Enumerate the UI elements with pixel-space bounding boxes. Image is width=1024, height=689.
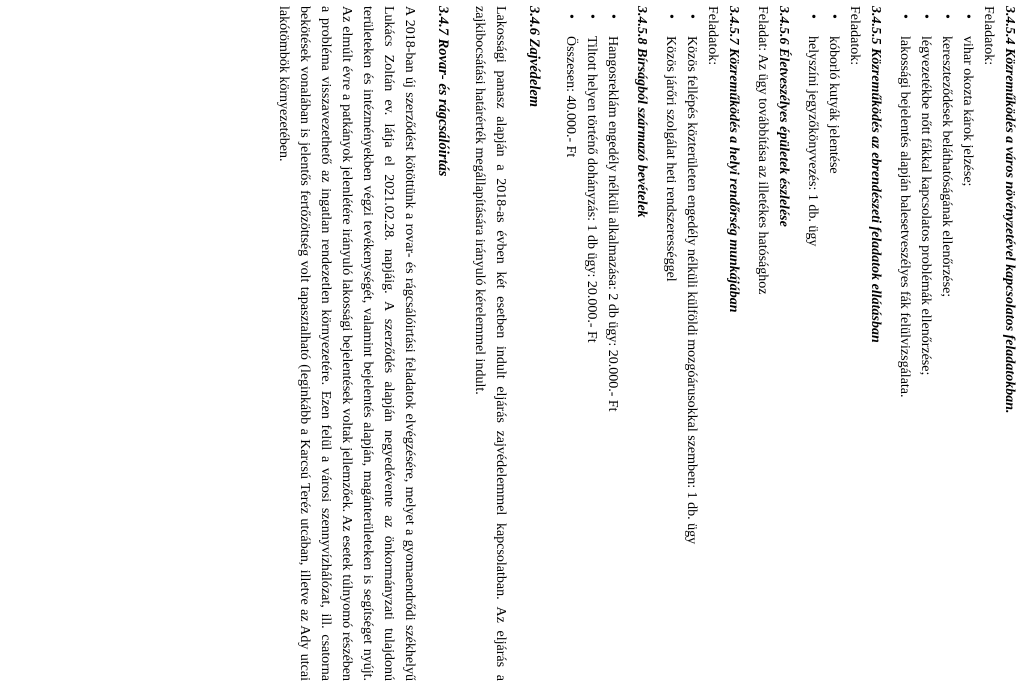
list-item: • Közös járőri szolgálat heti rendszerességgel [660,36,681,681]
tasks-label: Feladatok: [847,6,862,66]
list-item: • helyszíni jegyzőkönyvezés: 1 db. ügy [802,36,823,681]
task-list [802,6,844,681]
section-heading-3-4-5-8: 3.4.5.8 Bírságból származó bevételek [634,6,649,218]
section-heading-3-4-6: 3.4.6 Zajvédelem [526,6,542,108]
list-item: • Közös fellépés közterületen engedély nélküli külföldi mozgóárusokkal szemben: 1 db. ügy [681,36,702,681]
section-heading-3-4-5-7: 3.4.5.7 Közreműködés a helyi rendőrség munkájában [726,6,741,313]
list-item: • kereszteződések beláthatóságának ellenőrzése; [936,36,957,681]
list-item: • kóborló kutyák jelentése [823,36,844,681]
section-heading-3-4-5-5: 3.4.5.5 Közreműködés az ebrendészeti feladatok ellátásban [868,6,883,343]
list-item: • Tiltott helyen történő dohányzás: 1 db ügy: 20.000.- Ft [581,36,602,681]
section-heading-3-4-5-4: 3.4.5.4 Közreműködés a város növényzetével kapcsolatos feladatokban. [1002,6,1017,414]
revenue-list [560,6,623,681]
section-heading-3-4-5-6: 3.4.5.6 Életveszélyes épületek észlelése [776,6,791,227]
list-item: • lakossági bejelentés alapján balesetveszélyes fák felülvizsgálata. [894,36,915,681]
tasks-label: Feladatok: [981,6,996,66]
section-text: Feladat: Az ügy továbbítása az illetékes hatósághoz [755,6,770,295]
list-item: • Hangosreklám engedély nélküli alkalmazása: 2 db ügy: 20.000.- Ft [602,36,623,681]
section-text: Lakossági panasz alapján a 2018-as évben két esetben indult eljárás zajvédelemmel kapcsolatban. Az eljárás a zajkibocsátási határérték megállapítására irányuló kérelemmel indult. [472,6,508,681]
tasks-label: Feladatok: [705,6,720,66]
list-item: • Összesen: 40.000.- Ft [560,36,581,681]
task-list [660,6,702,681]
list-item: • légvezetékbe nőtt fákkal kapcsolatos problémák ellenőrzése; [915,36,936,681]
list-item: • vihar okozta károk jelzése; [957,36,978,681]
task-list [894,6,978,681]
section-text: A 2018-ban új szerződést kötöttünk a rovar- és rágcsálóirtási feladatok elvégzésére, melyet a gyomaendrődi székhelyű Lukács Zoltán ev. látja el 2021.02.28. napjáig. A szerződés alapján negyedévente az önkormányzati tulajdonú területeken és intézményekben végzi tevékenységét, valamint bejelentés alapján, magánterületeken is segítséget nyújt. Az elmúlt évre a patkányok jelenlétére irányuló lakossági bejelentések voltak jellemzőek. Az esetek túlnyomó részében a probléma visszavezethető az ingatlan rendezetlen környezetére. Ezen felül a városi szennyvízhálózat, ill. csatorna bekötések vonalában is jelentős fertőzöttség volt tapasztalható (leginkább a Karcsú Teréz utcában, illetve az Ady utcai lakótömbök környezetében. [276,6,417,681]
section-heading-3-4-7: 3.4.7 Rovar- és rágcsálóirtás [435,6,451,177]
